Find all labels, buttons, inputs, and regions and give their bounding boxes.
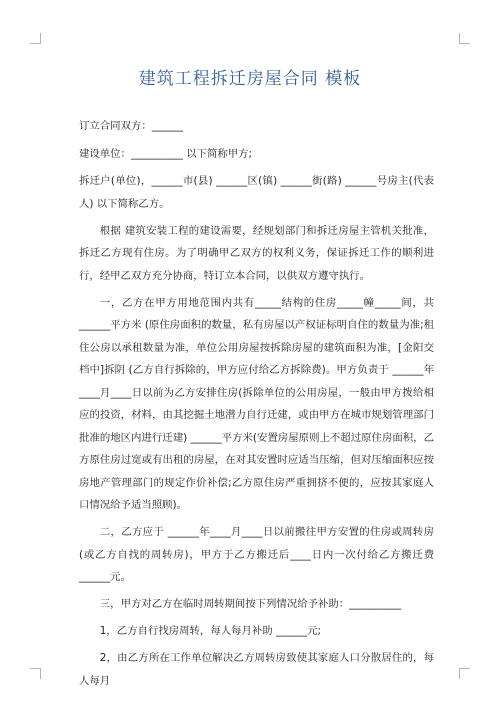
crop-mark-top-left xyxy=(30,33,41,44)
crop-mark-bottom-right xyxy=(459,668,470,679)
paragraph-clause-1: 一，乙方在甲方用地范围内共有_____结构的住房_____幢_____间，共______平方米 (原住房面积的数量，私有房屋以产权证标明自住的数量为准;租住公房以承租数量为准，单位公用房屋按拆除房屋的建筑面积为准，[金阳交档中]拆阴 (乙方自行拆除的，甲方应付给乙方拆除费)。甲方负责于 ______年____月____日以前为乙方安排住房(拆除单位的公用房屋，一般由甲方拨给相应的投资，材料，由其挖掘土地潜力自行迁建，或由甲方在城市规划管理部门批准的地区内进行迁建) ______平方米(安置房屋原则上不超过原住房面积，乙方原住房过宽或有出租的房屋，在对其安置时应适当压缩，但对压缩面积应按房地产管理部门的规定作价补偿;乙方原住房严重拥挤不便的，应按其家庭人口情况给予适当照顾)。 xyxy=(79,296,434,511)
crop-mark-top-right xyxy=(459,33,470,44)
paragraph-party-a: 建设单位：__________ 以下简称甲方; xyxy=(79,147,253,160)
paragraph-party-b: 拆迁户(单位)，______市(县) ______区(镇) ______街(路) ______号房主(代表人) 以下简称乙方。 xyxy=(79,175,434,210)
paragraph-clause-3-item-1: 1，乙方自行找房周转，每人每月补助 ______元; xyxy=(99,625,322,637)
document-title: 建筑工程拆迁房屋合同 模板 xyxy=(138,69,362,89)
paragraph-clause-3: 三，甲方对乙方在临时周转期间按下列情况给予补助：__________ xyxy=(99,598,402,610)
paragraph-clause-2: 二，乙方应于 ______年____月____日以前搬往甲方安置的住房或周转房(或乙方自找的周转房)，甲方于乙方搬迁后____日内一次付给乙方搬迁费 ______元。 xyxy=(79,526,434,583)
crop-mark-bottom-left xyxy=(30,668,41,679)
document-body xyxy=(79,115,434,697)
paragraph-clause-3-item-2: 2，由乙方所在工作单位解决乙方周转房致使其家庭人口分散居住的，每人每月 xyxy=(79,652,434,687)
paragraph-preamble: 根据 建筑安装工程的建设需要，经规划部门和拆迁房屋主管机关批准，拆迁乙方现有住房。为了明确甲乙双方的权利义务，保证拆迁工作的顺利进行，经甲乙双方充分协商，特订立本合同，以供双方遵守执行。 xyxy=(79,224,434,282)
paragraph-parties: 订立合同双方：______ xyxy=(79,120,183,132)
